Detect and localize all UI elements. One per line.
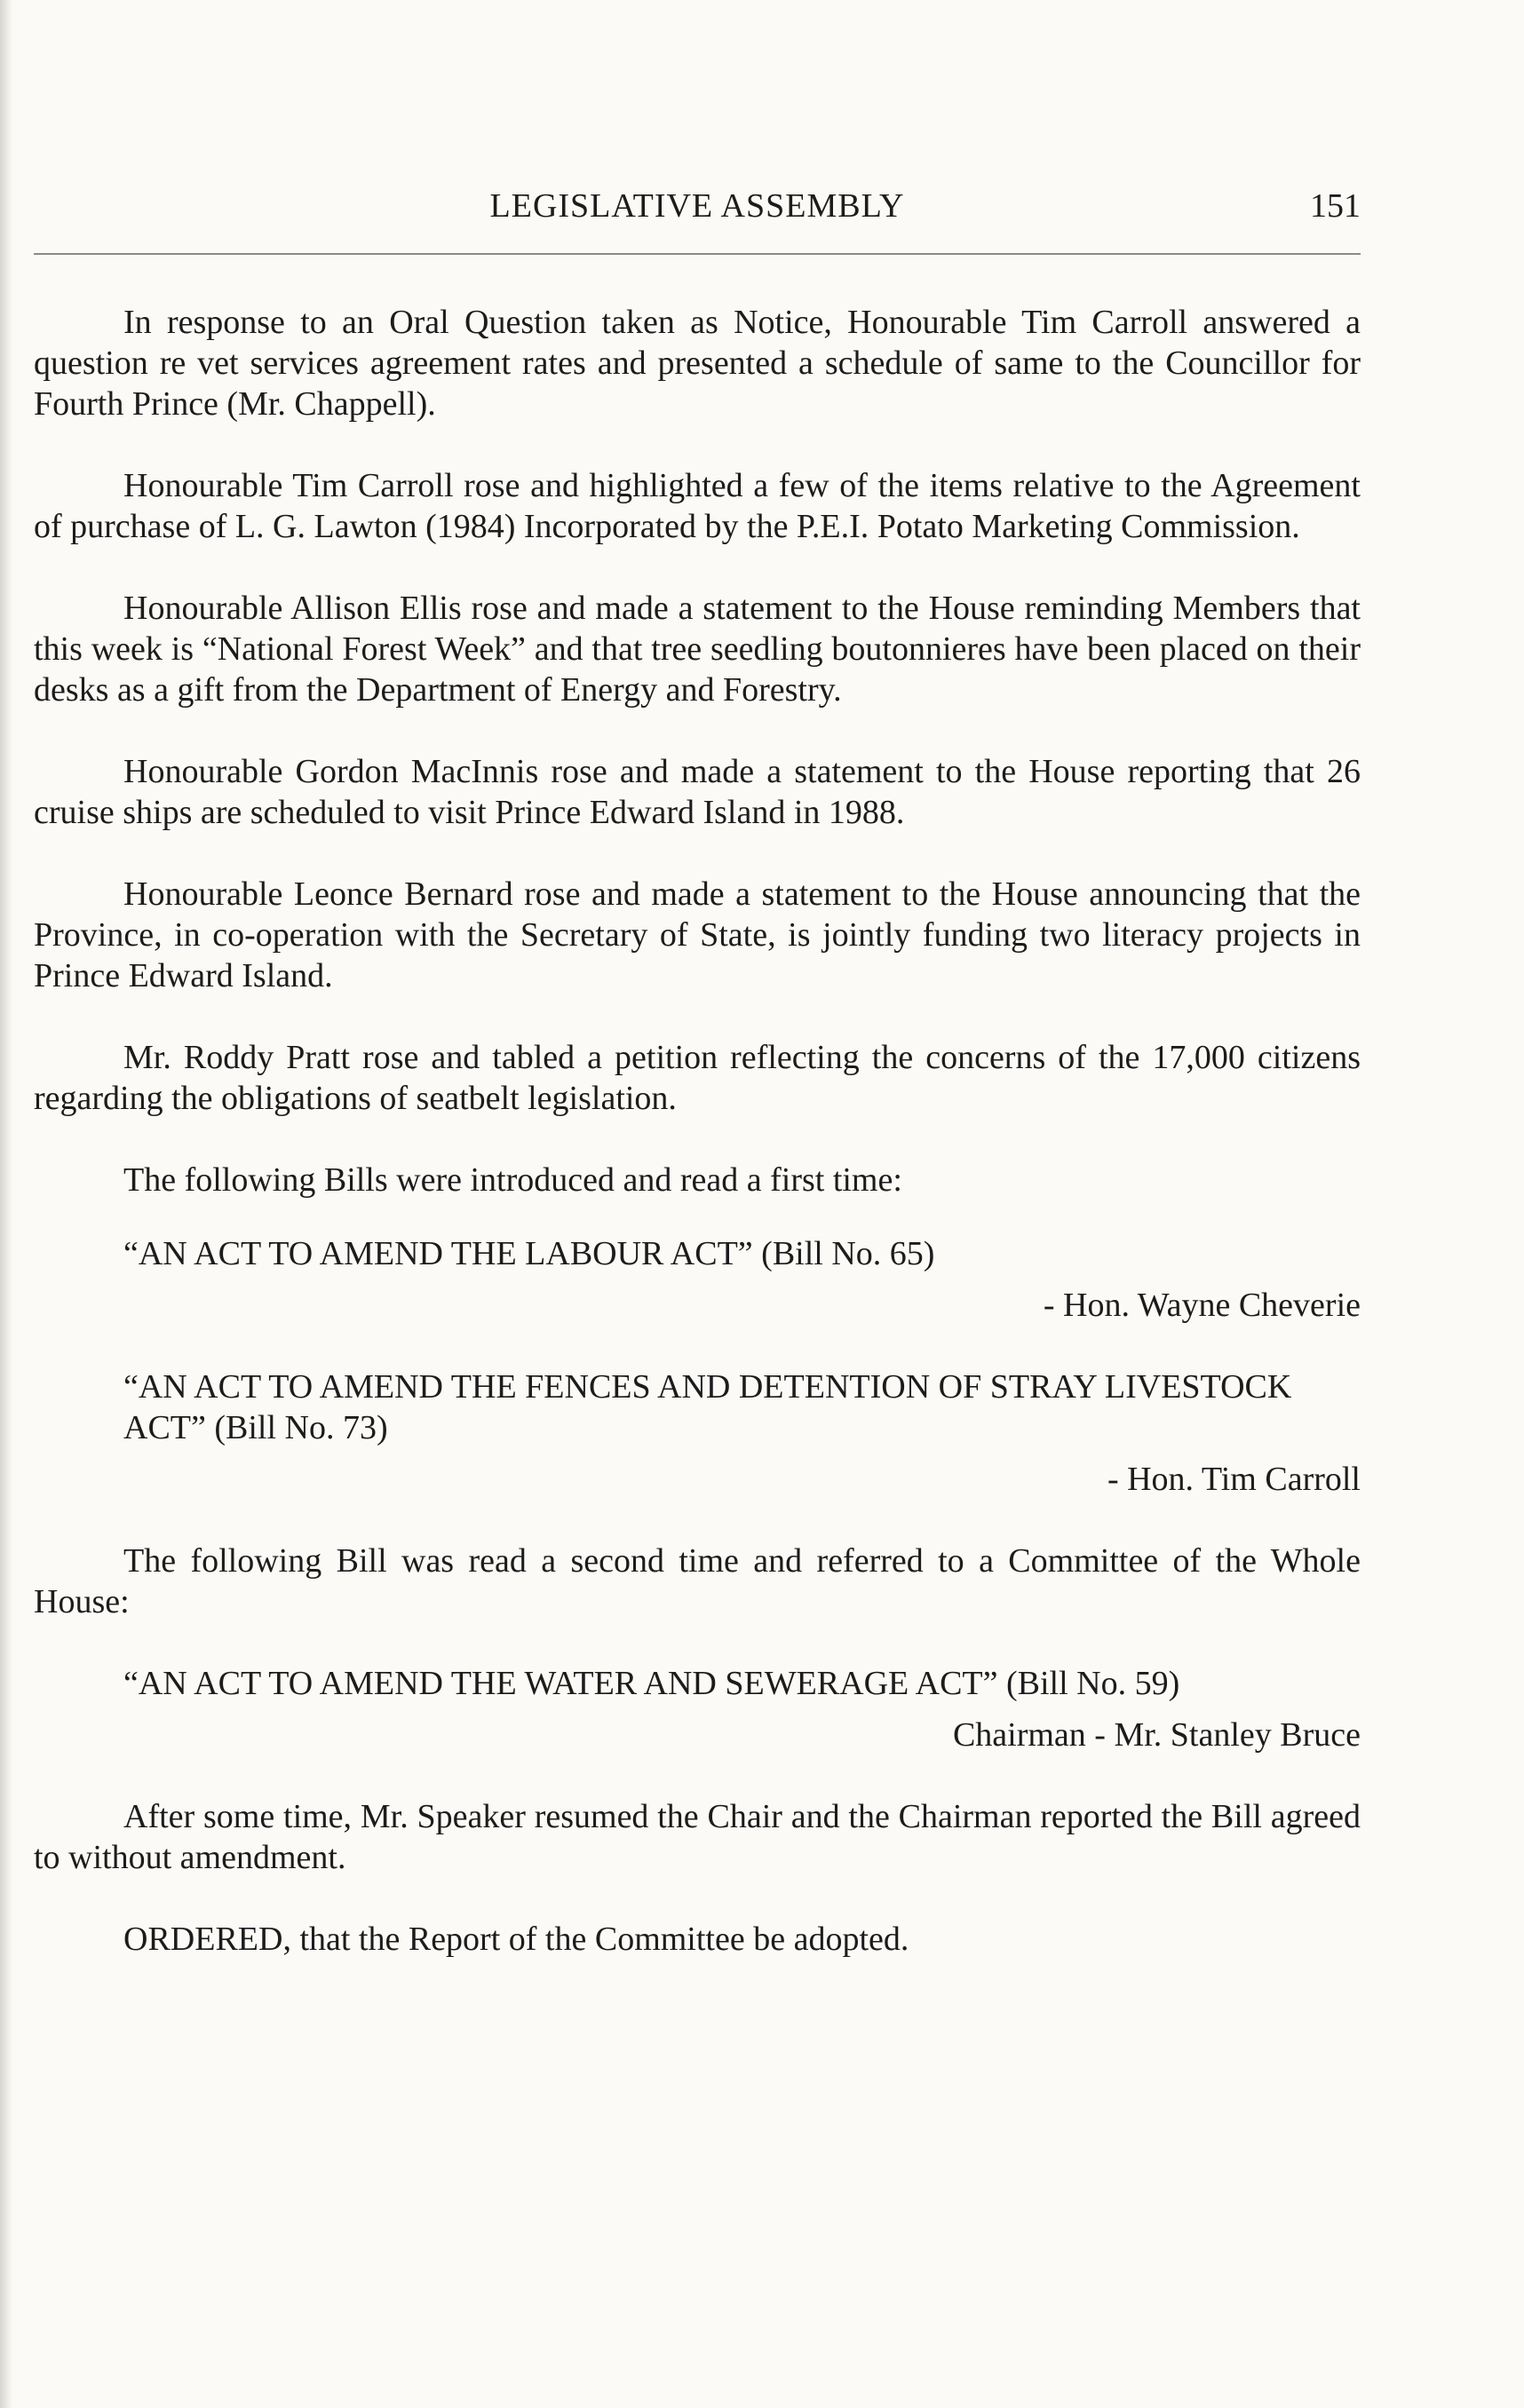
bill-65-title: “AN ACT TO AMEND THE LABOUR ACT” (Bill No. 65) <box>123 1235 935 1272</box>
page-edge-shadow <box>0 0 12 2408</box>
paragraph-forest-week: Honourable Allison Ellis rose and made a statement to the House reminding Members that this week is “National Forest Week” and that tree seedling boutonnieres have been placed on their desks as a gift from the Department of Energy and Forestry. <box>34 590 1361 709</box>
bill-73-title: “AN ACT TO AMEND THE FENCES AND DETENTION OF STRAY LIVESTOCK ACT” (Bill No. 73) <box>123 1368 1292 1446</box>
paragraph-bills-introduced: The following Bills were introduced and read a first time: <box>123 1161 902 1199</box>
paragraph-seatbelt-petition: Mr. Roddy Pratt rose and tabled a petition reflecting the concerns of the 17,000 citizens regarding the obligations of seatbelt legislation. <box>34 1039 1361 1117</box>
paragraph-cruise-ships: Honourable Gordon MacInnis rose and made a statement to the House reporting that 26 cruise ships are scheduled to visit Prince Edward Island in 1988. <box>34 753 1361 831</box>
page-header <box>34 179 1361 233</box>
page-number: 151 <box>1310 187 1361 225</box>
page-body <box>34 302 1361 2000</box>
paragraph-ordered: ORDERED, that the Report of the Committee be adopted. <box>123 1921 909 1958</box>
page-title: LEGISLATIVE ASSEMBLY <box>489 187 905 225</box>
paragraph-lawton-agreement: Honourable Tim Carroll rose and highlighted a few of the items relative to the Agreement of purchase of L. G. Lawton (1984) Incorporated by the P.E.I. Potato Marketing Commission. <box>34 467 1361 545</box>
bill-73-sponsor: - Hon. Tim Carroll <box>1107 1461 1361 1498</box>
paragraph-second-reading: The following Bill was read a second time and referred to a Committee of the Whole House: <box>34 1542 1361 1620</box>
bill-59-title: “AN ACT TO AMEND THE WATER AND SEWERAGE ACT” (Bill No. 59) <box>123 1665 1180 1702</box>
bill-65-sponsor: - Hon. Wayne Cheverie <box>1043 1287 1361 1324</box>
header-divider <box>34 253 1361 255</box>
paragraph-vet-services: In response to an Oral Question taken as Notice, Honourable Tim Carroll answered a question re vet services agreement rates and presented a schedule of same to the Councillor for Fourth Prince (Mr. Chappell). <box>34 304 1361 423</box>
bill-59-chairman: Chairman - Mr. Stanley Bruce <box>952 1716 1361 1754</box>
paragraph-literacy-projects: Honourable Leonce Bernard rose and made a statement to the House announcing that the Province, in co-operation with the Secretary of State, is jointly funding two literacy projects in Prince Edward Island. <box>34 875 1361 994</box>
paragraph-chairman-report: After some time, Mr. Speaker resumed the Chair and the Chairman reported the Bill agreed to without amendment. <box>34 1798 1361 1876</box>
